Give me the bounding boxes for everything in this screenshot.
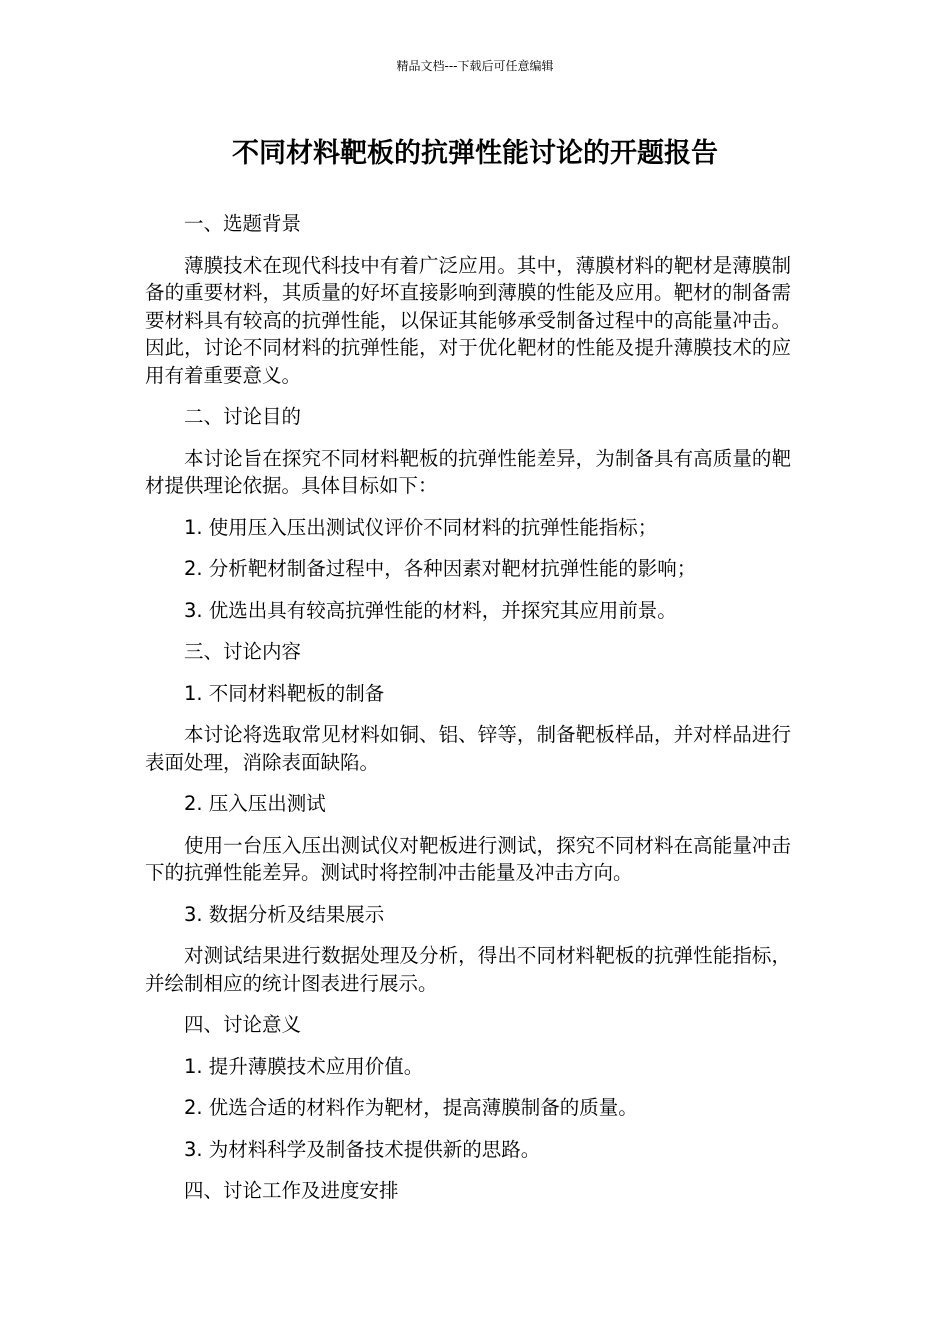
paragraph-preparation: 本讨论将选取常见材料如铜、铝、锌等，制备靶板样品，并对样品进行表面处理，消除表面缺陷。 [145,723,791,774]
paragraph-background: 薄膜技术在现代科技中有着广泛应用。其中，薄膜材料的靶材是薄膜制备的重要材料，其质量的好坏直接影响到薄膜的性能及应用。靶材的制备需要材料具有较高的抗弹性能，以保证其能够承受制备过程中的高能量冲击。因此，讨论不同材料的抗弹性能，对于优化靶材的性能及提升薄膜技术的应用有着重要意义。 [145,253,791,387]
list-item-significance-2: 2. 优选合适的材料作为靶材，提高薄膜制备的质量。 [184,1096,638,1119]
section-heading-purpose: 二、讨论目的 [184,405,302,428]
document-title: 不同材料靶板的抗弹性能讨论的开题报告 [232,138,718,169]
list-item-significance-3: 3. 为材料科学及制备技术提供新的思路。 [184,1137,541,1161]
paragraph-testing: 使用一台压入压出测试仪对靶板进行测试，探究不同材料在高能量冲击下的抗弹性能差异。测试时将控制冲击能量及冲击方向。 [145,833,791,884]
paragraph-analysis: 对测试结果进行数据处理及分析，得出不同材料靶板的抗弹性能指标，并绘制相应的统计图表进行展示。 [145,944,791,995]
subheading-preparation: 1. 不同材料靶板的制备 [184,681,385,705]
section-heading-content: 三、讨论内容 [184,640,302,663]
list-item-significance-1: 1. 提升薄膜技术应用价值。 [184,1054,424,1078]
paragraph-purpose: 本讨论旨在探究不同材料靶板的抗弹性能差异，为制备具有高质量的靶材提供理论依据。具体目标如下： [145,446,791,497]
section-heading-background: 一、选题背景 [184,212,302,235]
document-body [145,210,791,1205]
list-item-purpose-3: 3. 优选出具有较高抗弹性能的材料，并探究其应用前景。 [184,598,677,622]
section-heading-schedule: 四、讨论工作及进度安排 [184,1179,399,1202]
section-heading-significance: 四、讨论意义 [184,1013,302,1036]
subheading-analysis: 3. 数据分析及结果展示 [184,902,385,926]
list-item-purpose-1: 1. 使用压入压出测试仪评价不同材料的抗弹性能指标； [184,515,658,539]
page-header-note: 精品文档---下载后可任意编辑 [396,59,554,73]
list-item-purpose-2: 2. 分析靶材制备过程中，各种因素对靶材抗弹性能的影响； [184,557,697,580]
subheading-testing: 2. 压入压出测试 [184,792,326,815]
